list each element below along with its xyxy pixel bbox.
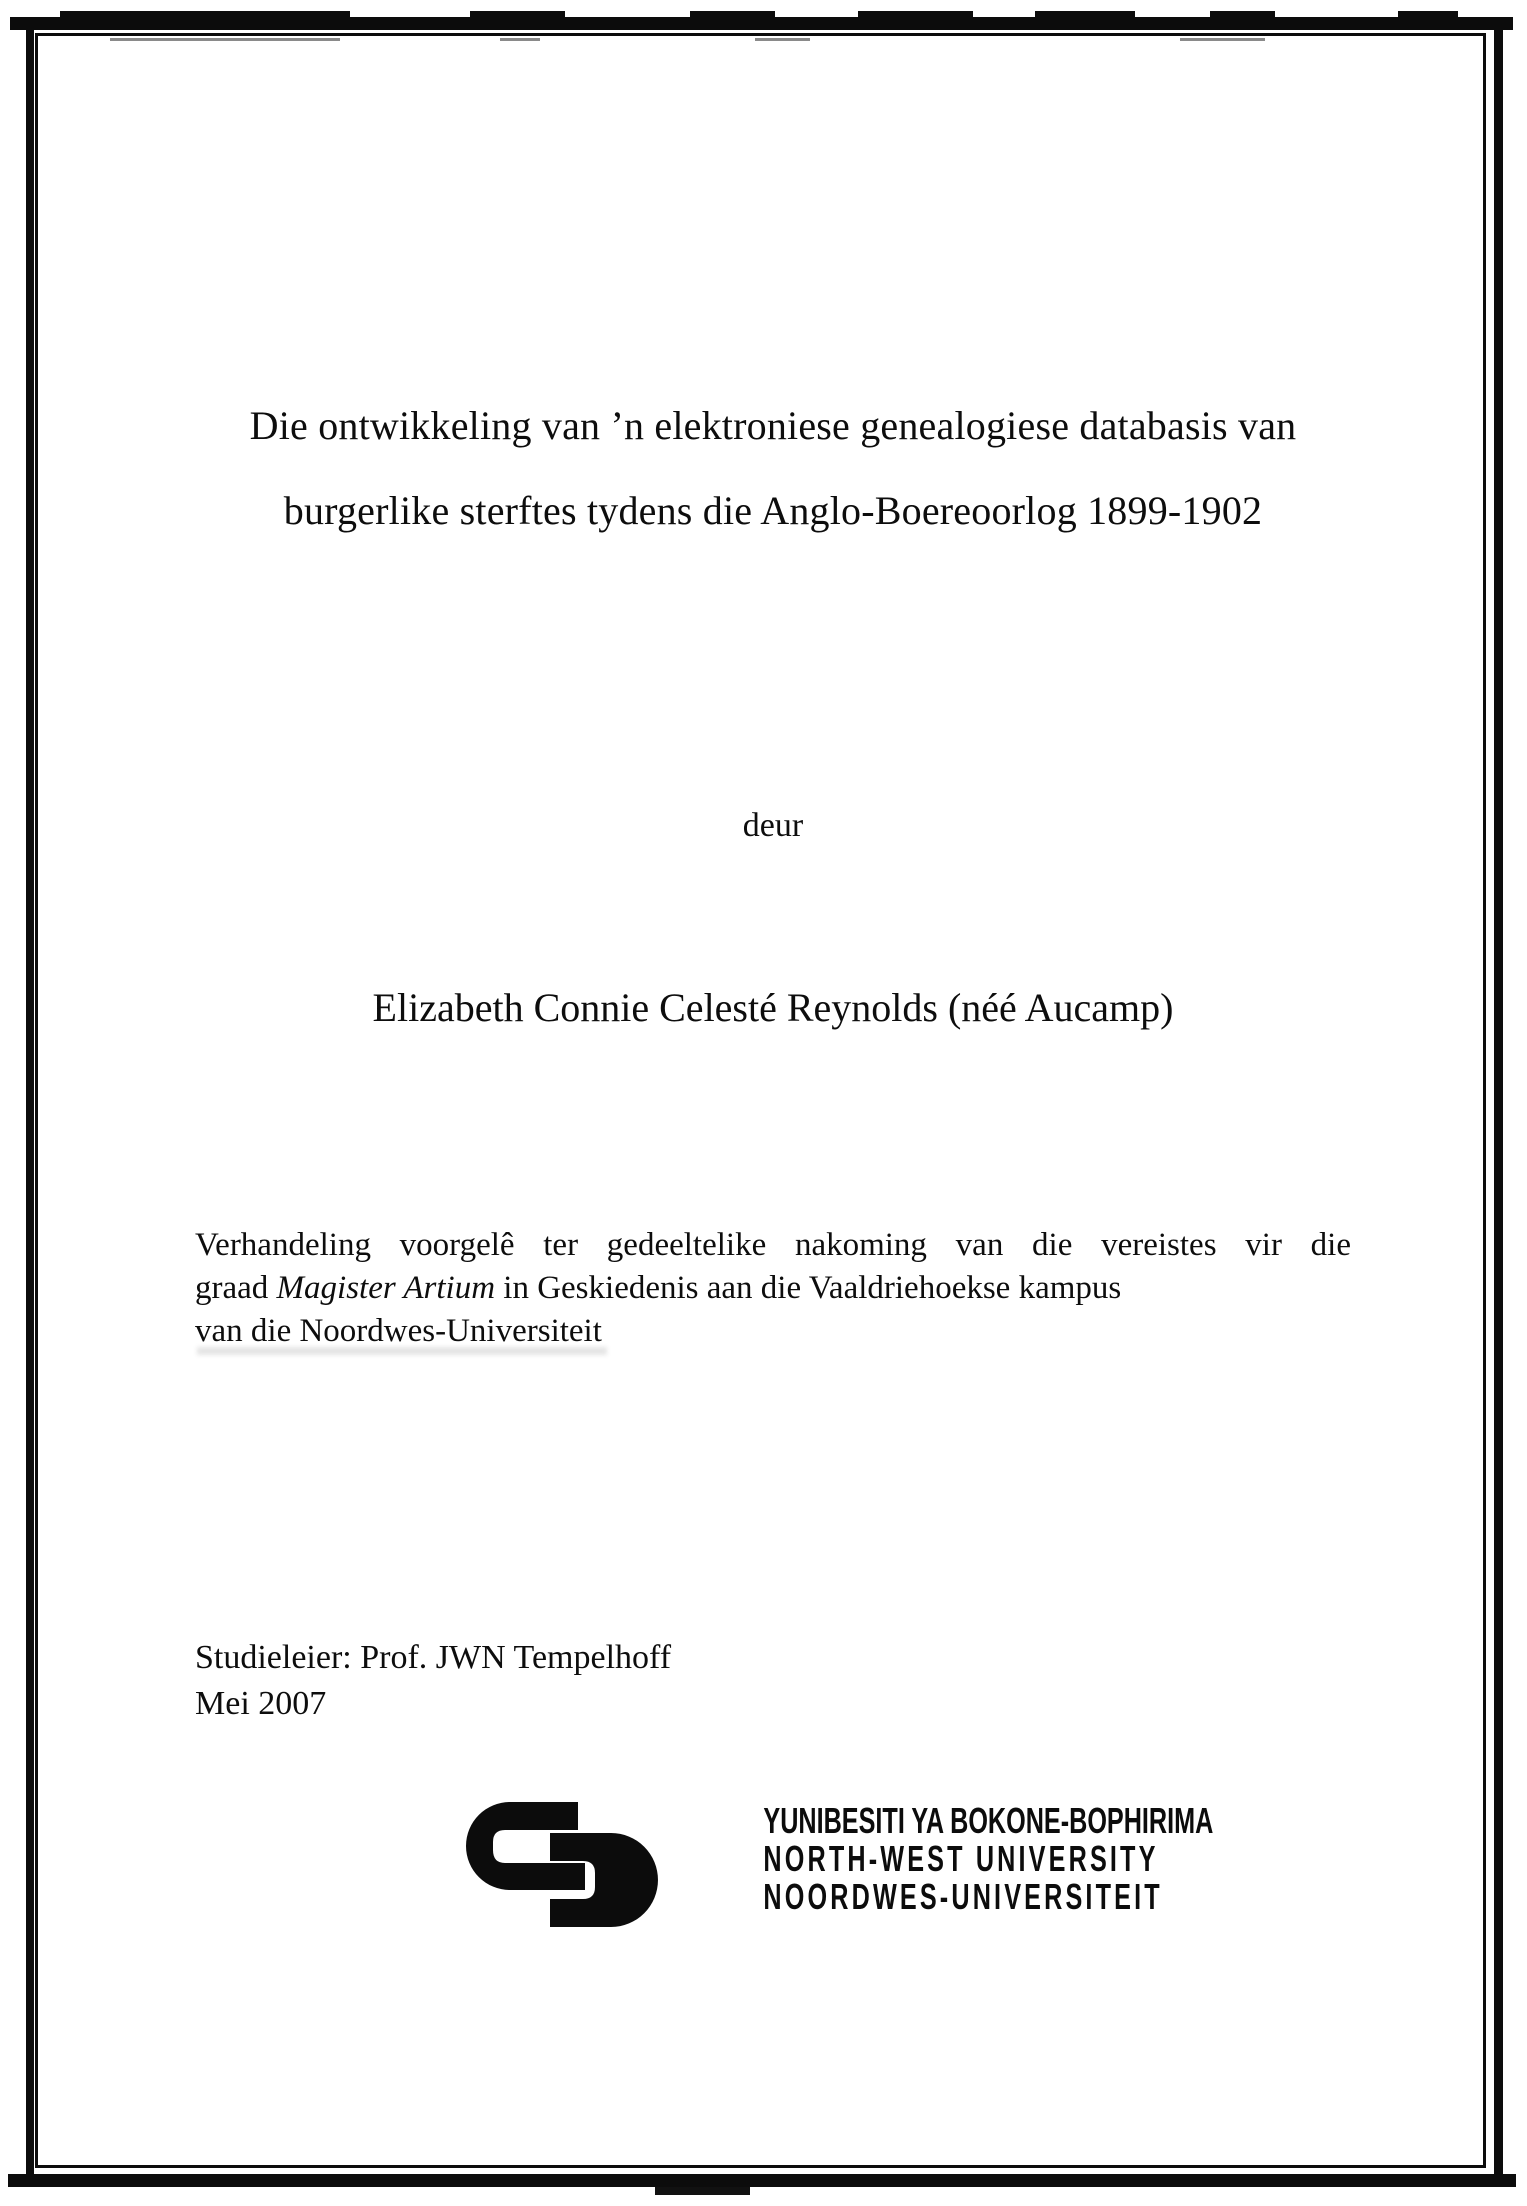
scan-artifact (1398, 11, 1458, 19)
university-name-afrikaans: NOORDWES-UNIVERSITEIT (763, 1876, 1163, 1917)
degree-statement-line-1: Verhandeling voorgelê ter gedeeltelike nakoming van die vereistes vir die (195, 1227, 1351, 1263)
thesis-title-line-2: burgerlike sterftes tydens die Anglo-Boereoorlog 1899-1902 (283, 488, 1263, 533)
scan-artifact (690, 11, 775, 19)
author-name: Elizabeth Connie Celesté Reynolds (néé Aucamp) (372, 985, 1174, 1030)
degree-statement-line-2-suffix: in Geskiedenis aan die Vaaldriehoekse kampus (495, 1270, 1122, 1306)
degree-statement (195, 1224, 1351, 1353)
date-line: Mei 2007 (195, 1685, 327, 1722)
page-border-left (26, 17, 34, 2177)
scan-artifact (500, 38, 540, 41)
degree-statement-line-2 (195, 1267, 1351, 1310)
scan-artifact (1035, 11, 1135, 19)
thesis-title-line-1: Die ontwikkeling van ’n elektroniese genealogiese databasis van (249, 403, 1297, 448)
scan-artifact (858, 11, 973, 19)
scan-artifact (60, 11, 350, 19)
scan-artifact (1210, 11, 1275, 19)
scan-artifact (1180, 38, 1265, 41)
page-border-bottom (8, 2174, 1516, 2187)
university-name-english: NORTH-WEST UNIVERSITY (763, 1838, 1159, 1879)
degree-statement-line-3: van die Noordwes-Universiteit (195, 1313, 602, 1349)
university-name-setswana: YUNIBESITI YA BOKONE-BOPHIRIMA (763, 1800, 1214, 1841)
byline-label: deur (742, 807, 804, 844)
university-logo-text (635, 1800, 1214, 1917)
page-border-right (1494, 17, 1503, 2187)
degree-name: Magister Artium (276, 1270, 496, 1306)
degree-statement-line-2-prefix: graad (195, 1270, 277, 1306)
scan-artifact (110, 38, 340, 41)
scan-artifact (755, 38, 810, 41)
nwu-interlocked-links-icon (465, 1802, 658, 1927)
supervisor-line: Studieleier: Prof. JWN Tempelhoff (195, 1639, 672, 1676)
nwu-logo-mark (465, 1802, 658, 1927)
scan-artifact (470, 11, 565, 19)
scan-artifact (655, 2187, 750, 2195)
